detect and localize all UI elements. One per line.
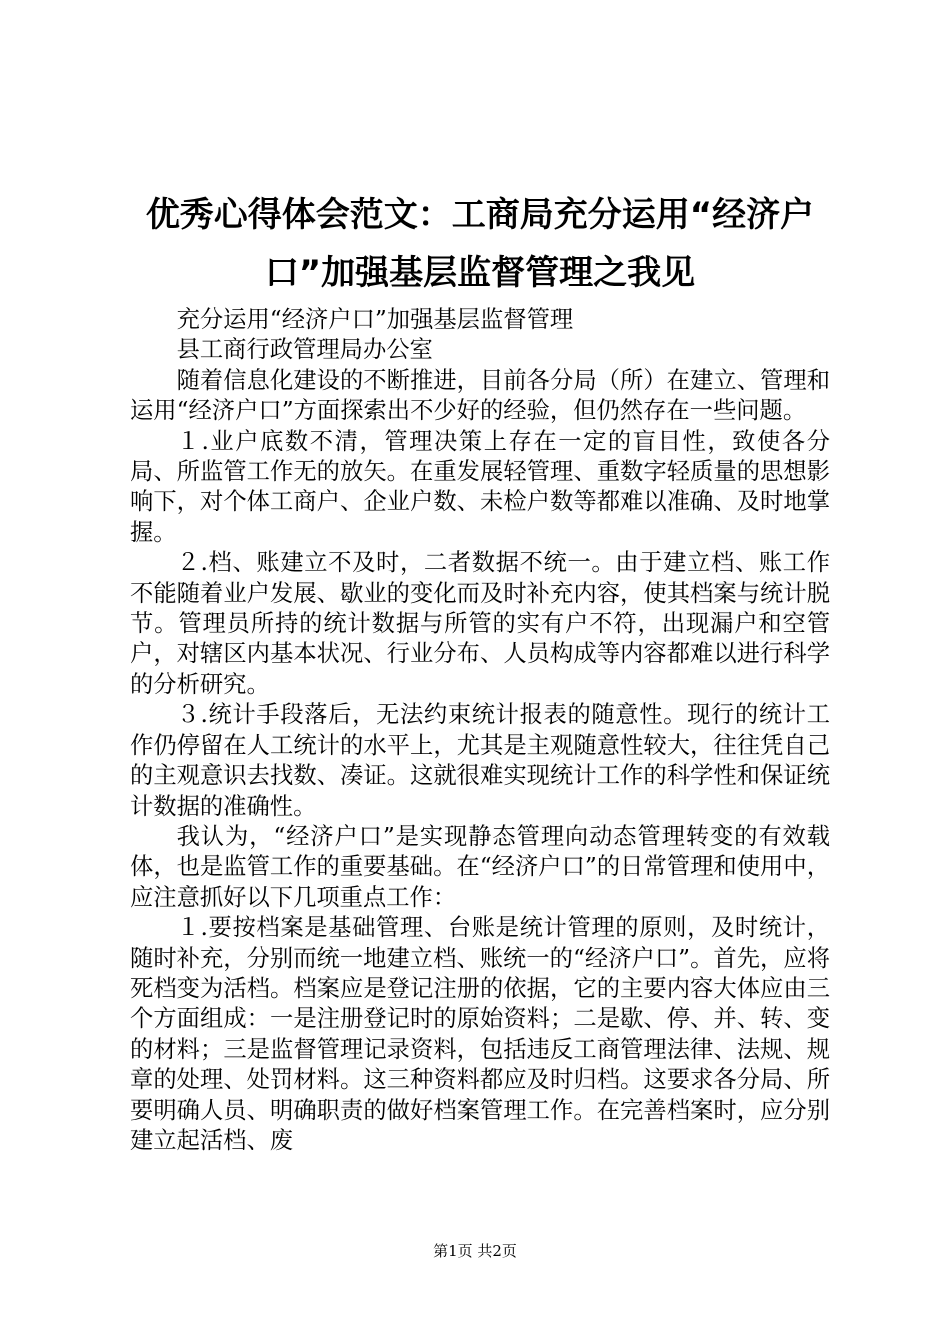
document-body xyxy=(130,305,830,1156)
document-title xyxy=(130,186,830,302)
body-paragraph: ２.档、账建立不及时，二者数据不统一。由于建立档、账工作不能随着业户发展、歇业的变化而及时补充内容，使其档案与统计脱节。管理员所持的统计数据与所管的实有户不符，出现漏户和空管户，对辖区内基本状况、行业分布、人员构成等内容都难以进行科学的分析研究。 xyxy=(130,549,830,698)
page-footer xyxy=(0,1241,950,1261)
title-line-2: 口”加强基层监督管理之我见 xyxy=(264,253,696,293)
body-paragraph: １.业户底数不清，管理决策上存在一定的盲目性，致使各分局、所监管工作无的放矢。在重发展轻管理、重数字轻质量的思想影响下，对个体工商户、企业户数、未检户数等都难以准确、及时地掌握。 xyxy=(130,427,830,546)
title-line-1: 优秀心得体会范文：工商局充分运用“经济户 xyxy=(145,195,815,235)
body-paragraph: １.要按档案是基础管理、台账是统计管理的原则，及时统计，随时补充，分别而统一地建立档、账统一的“经济户口”。首先，应将死档变为活档。档案应是登记注册的依据，它的主要内容大体应由三个方面组成：一是注册登记时的原始资料；二是歇、停、并、转、变的材料；三是监督管理记录资料，包括违反工商管理法律、法规、规章的处理、处罚材料。这三种资料都应及时归档。这要求各分局、所要明确人员、明确职责的做好档案管理工作。在完善档案时，应分别建立起活档、废 xyxy=(130,914,830,1154)
body-paragraph: 随着信息化建设的不断推进，目前各分局（所）在建立、管理和运用“经济户口”方面探索出不少好的经验，但仍然存在一些问题。 xyxy=(130,366,830,425)
document-page xyxy=(130,186,830,1156)
body-paragraph: 我认为，“经济户口”是实现静态管理向动态管理转变的有效载体，也是监管工作的重要基础。在“经济户口”的日常管理和使用中，应注意抓好以下几项重点工作： xyxy=(130,822,830,911)
subtitle-paragraph: 充分运用“经济户口”加强基层监督管理 xyxy=(176,306,574,333)
body-paragraph: ３.统计手段落后，无法约束统计报表的随意性。现行的统计工作仍停留在人工统计的水平上，尤其是主观随意性较大，往往凭自己的主观意识去找数、凑证。这就很难实现统计工作的科学性和保证统计数据的准确性。 xyxy=(130,701,830,820)
page-number: 第1页 共2页 xyxy=(433,1242,517,1260)
author-paragraph: 县工商行政管理局办公室 xyxy=(176,336,433,364)
